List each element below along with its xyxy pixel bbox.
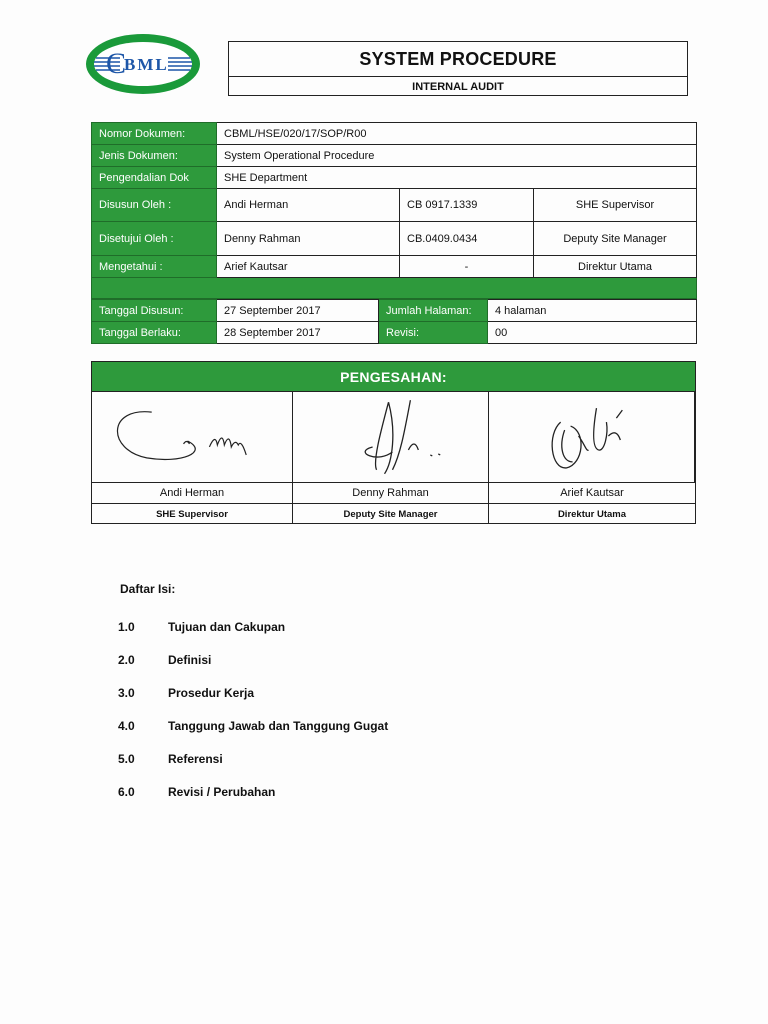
signer-name: Arief Kautsar <box>489 482 695 503</box>
signer-role: Direktur Utama <box>489 503 695 524</box>
document-subtitle: INTERNAL AUDIT <box>412 81 504 93</box>
toc-number: 3.0 <box>118 686 135 700</box>
jumlah-halaman-label: Jumlah Halaman: <box>379 300 488 322</box>
toc-label: Tanggung Jawab dan Tanggung Gugat <box>168 719 389 733</box>
disusun-id: CB 0917.1339 <box>400 189 534 222</box>
tanggal-berlaku-label: Tanggal Berlaku: <box>92 322 217 344</box>
logo-text: BML <box>124 55 169 74</box>
revisi-label: Revisi: <box>379 322 488 344</box>
toc-item <box>118 785 388 818</box>
mengetahui-id: - <box>400 256 534 278</box>
tanggal-disusun-value: 27 September 2017 <box>217 300 379 322</box>
toc-item <box>118 686 388 719</box>
toc-number: 1.0 <box>118 620 135 634</box>
disetujui-role: Deputy Site Manager <box>534 222 697 256</box>
disusun-label: Disusun Oleh : <box>92 189 217 222</box>
disusun-role: SHE Supervisor <box>534 189 697 222</box>
title-box <box>228 41 688 96</box>
disusun-name: Andi Herman <box>217 189 400 222</box>
toc-label: Prosedur Kerja <box>168 686 255 700</box>
dates-table <box>91 299 697 344</box>
nomor-label: Nomor Dokumen: <box>92 123 217 145</box>
toc-item <box>118 653 388 686</box>
disetujui-id: CB.0409.0434 <box>400 222 534 256</box>
toc-title: Daftar Isi: <box>120 582 176 596</box>
toc-number: 5.0 <box>118 752 135 766</box>
jenis-value: System Operational Procedure <box>217 145 697 167</box>
disetujui-name: Denny Rahman <box>217 222 400 256</box>
company-logo <box>84 33 202 95</box>
pengesahan-title: PENGESAHAN: <box>92 362 695 392</box>
toc-item <box>118 719 388 752</box>
pengendalian-label: Pengendalian Dok <box>92 167 217 189</box>
toc-label: Definisi <box>168 653 212 667</box>
signer-name: Denny Rahman <box>293 482 489 503</box>
logo-c-letter: C <box>106 47 127 80</box>
mengetahui-label: Mengetahui : <box>92 256 217 278</box>
signature-andi-herman <box>92 392 293 482</box>
table-of-contents <box>118 620 388 818</box>
toc-item <box>118 620 388 653</box>
tanggal-disusun-label: Tanggal Disusun: <box>92 300 217 322</box>
jenis-label: Jenis Dokumen: <box>92 145 217 167</box>
toc-number: 4.0 <box>118 719 135 733</box>
signature-arief-kautsar <box>489 392 695 482</box>
toc-label: Referensi <box>168 752 223 766</box>
signer-role: Deputy Site Manager <box>293 503 489 524</box>
toc-number: 6.0 <box>118 785 135 799</box>
pengendalian-value: SHE Department <box>217 167 697 189</box>
signer-role: SHE Supervisor <box>92 503 293 524</box>
document-info-table <box>91 122 697 299</box>
tanggal-berlaku-value: 28 September 2017 <box>217 322 379 344</box>
toc-item <box>118 752 388 785</box>
signer-name: Andi Herman <box>92 482 293 503</box>
toc-label: Revisi / Perubahan <box>168 785 276 799</box>
revisi-value: 00 <box>488 322 697 344</box>
green-separator-band <box>92 278 697 299</box>
signature-denny-rahman <box>293 392 489 482</box>
toc-number: 2.0 <box>118 653 135 667</box>
mengetahui-name: Arief Kautsar <box>217 256 400 278</box>
nomor-value: CBML/HSE/020/17/SOP/R00 <box>217 123 697 145</box>
pengesahan-block <box>91 361 696 524</box>
jumlah-halaman-value: 4 halaman <box>488 300 697 322</box>
document-title: SYSTEM PROCEDURE <box>229 42 687 77</box>
toc-label: Tujuan dan Cakupan <box>168 620 286 634</box>
disetujui-label: Disetujui Oleh : <box>92 222 217 256</box>
mengetahui-role: Direktur Utama <box>534 256 697 278</box>
